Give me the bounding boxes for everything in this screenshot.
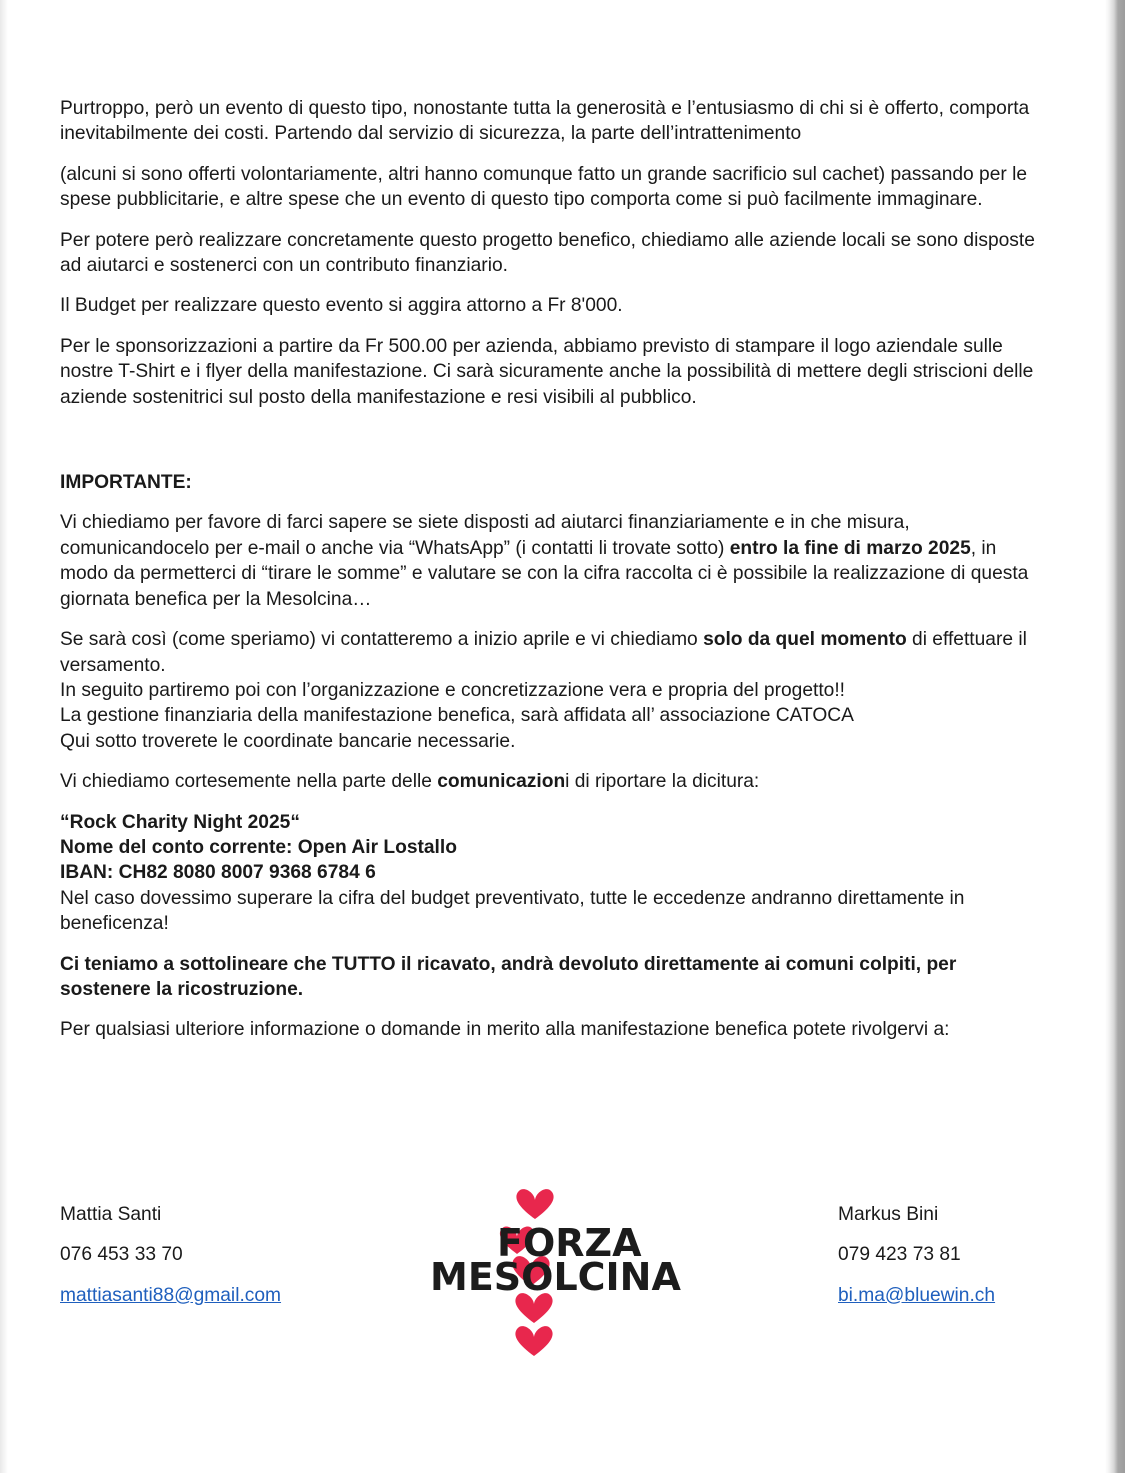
important-heading: IMPORTANTE: <box>60 472 192 494</box>
payment-text-b: di effettuare il versamento. <box>60 629 1027 676</box>
payment-text-a: Se sarà così (come speriamo) vi contatteremo a inizio aprile e vi chiediamo <box>60 629 704 651</box>
paragraph-contact-intro: Per qualsiasi ulteriore informazione o domande in merito alla manifestazione benefica potete rivolgervi a: <box>60 1019 950 1041</box>
contact-email-link[interactable]: mattiasanti88@gmail.com <box>60 1284 282 1306</box>
heart-icon <box>516 1189 553 1219</box>
deadline-date: entro la fine di marzo 2025 <box>729 537 971 559</box>
iban: IBAN: CH82 8080 8007 9368 6784 6 <box>60 862 376 884</box>
event-name: “Rock Charity Night 2025“ <box>60 811 300 833</box>
logo-text-mesolcina: MESOLCINA <box>430 1255 681 1299</box>
communication-text-b: i di riportare la dicitura: <box>565 771 760 793</box>
contact-name: Markus Bini <box>838 1204 939 1225</box>
paragraph-expenses: (alcuni si sono offerti volontariamente, altri hanno comunque fatto un grande sacrificio sul cachet) passando per le spese pubblicitarie, e altre spese che un evento di questo tipo comporta come si può facilmente immaginare. <box>60 163 1028 211</box>
heart-mark <box>516 1189 553 1219</box>
paragraph-budget: Il Budget per realizzare questo evento si aggira attorno a Fr 8'000. <box>60 295 623 317</box>
contact-phone: 076 453 33 70 <box>60 1244 183 1266</box>
contact-right <box>838 1202 995 1323</box>
payment-line-organization: In seguito partiremo poi con l’organizzazione e concretizzazione vera e propria del progetto!! <box>60 679 846 701</box>
contact-phone: 079 423 73 81 <box>838 1244 961 1266</box>
letter-body <box>60 96 1045 1058</box>
payment-line-bank: Qui sotto troverete le coordinate bancarie necessarie. <box>60 730 516 752</box>
paragraph-deadline <box>60 510 1045 612</box>
paragraph-costs: Purtroppo, però un evento di questo tipo, nonostante tutta la generosità e l’entusiasmo di chi si è offerto, comporta inevitabilmente dei costi. Partendo dal servizio di sicurezza, la parte dell’intrattenimento <box>60 98 1030 145</box>
account-name: Nome del conto corrente: Open Air Lostallo <box>60 836 457 858</box>
paragraph-communication <box>60 769 1045 794</box>
paragraph-bank-details <box>60 810 1045 937</box>
paragraph-payment <box>60 627 1045 754</box>
communication-emphasis: comunicazion <box>437 771 566 793</box>
heart-mark <box>515 1326 552 1356</box>
section-spacer <box>60 425 1045 470</box>
contact-email-link[interactable]: bi.ma@bluewin.ch <box>838 1284 996 1306</box>
deadline-text-b: , in modo da permetterci di “tirare le somme” e valutare se con la cifra raccolta ci è possibile la realizzazione di questa giornata benefica per la Mesolcina… <box>60 537 1029 610</box>
forza-mesolcina-logo <box>427 1186 687 1366</box>
payment-line-catoca: La gestione finanziaria della manifestazione benefica, sarà affidata all’ associazione CATOCA <box>60 705 854 727</box>
heart-icon <box>515 1326 552 1356</box>
paragraph-sponsorship: Per le sponsorizzazioni a partire da Fr 500.00 per azienda, abbiamo previsto di stampare il logo aziendale sulle nostre T-Shirt e i flyer della manifestazione. Ci sarà sicuramente anche la possibilità di mettere degli striscioni delle aziende sostenitrici sul posto della manifestazione e resi visibili al pubblico. <box>60 335 1034 408</box>
communication-text-a: Vi chiediamo cortesemente nella parte delle <box>60 771 438 793</box>
payment-emphasis: solo da quel momento <box>703 629 907 651</box>
paragraph-proceeds: Ci teniamo a sottolineare che TUTTO il ricavato, andrà devoluto direttamente ai comuni colpiti, per sostenere la ricostruzione. <box>60 953 957 1000</box>
paragraph-request: Per potere però realizzare concretamente questo progetto benefico, chiediamo alle aziende locali se sono disposte ad aiutarci e sostenerci con un contributo finanziario. <box>60 229 1035 277</box>
logo-text-forza: FORZA <box>497 1221 642 1265</box>
deadline-text-a: Vi chiediamo per favore di farci sapere se siete disposti ad aiutarci finanziariamente e in che misura, comunicandocelo per e-mail o anche via “WhatsApp” (i contatti li trovate sotto) <box>60 512 910 559</box>
contact-name: Mattia Santi <box>60 1204 162 1225</box>
surplus-note: Nel caso dovessimo superare la cifra del budget preventivato, tutte le eccedenze andranno direttamente in beneficenza! <box>60 887 965 935</box>
page-right-edge <box>1105 0 1125 1473</box>
page-left-edge <box>0 0 8 1473</box>
contact-left <box>60 1202 281 1323</box>
